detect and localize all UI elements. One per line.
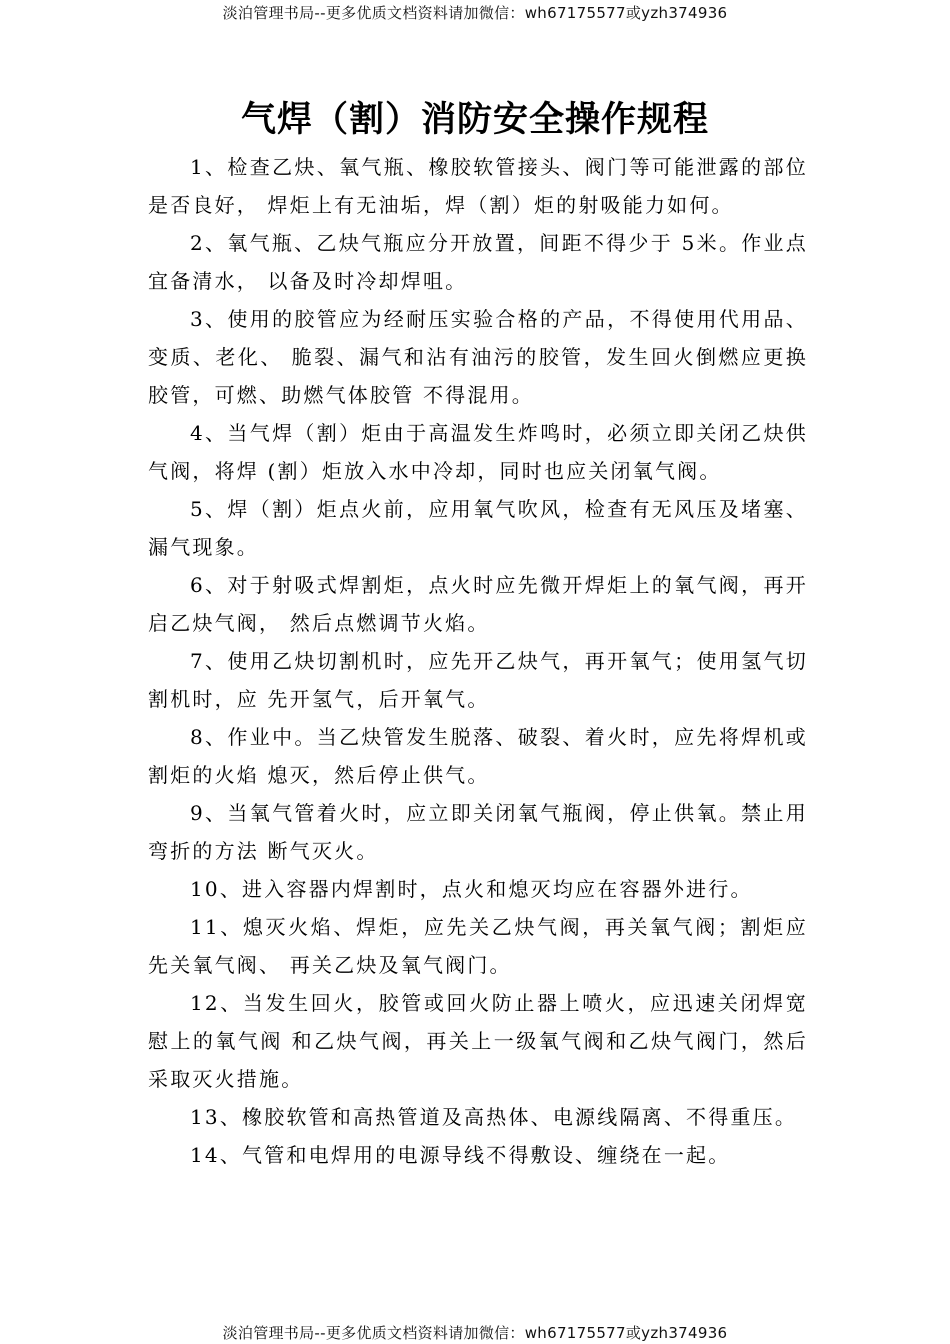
document-title: 气焊（割）消防安全操作规程 — [240, 100, 709, 140]
footer-watermark: 淡泊管理书局--更多优质文档资料请加微信：wh67175577或yzh374936 — [222, 1324, 728, 1342]
rule-paragraph-9: 9、当氧气管着火时，应立即关闭氧气瓶阀，停止供氧。禁止用弯折的方法 断气灭火。 — [148, 801, 808, 863]
rule-paragraph-11: 11、熄灭火焰、焊炬，应先关乙炔气阀，再关氧气阀；割炬应先关氧气阀、 再关乙炔及氧气阀门。 — [148, 915, 808, 977]
rule-paragraph-1: 1、检查乙炔、氧气瓶、橡胶软管接头、阀门等可能泄露的部位是否良好， 焊炬上有无油垢，焊（割）炬的射吸能力如何。 — [148, 155, 808, 217]
document-body — [148, 148, 808, 1174]
rule-paragraph-14: 14、气管和电焊用的电源导线不得敷设、缠绕在一起。 — [190, 1143, 731, 1167]
rule-paragraph-5: 5、焊（割）炬点火前，应用氧气吹风，检查有无风压及堵塞、漏气现象。 — [148, 497, 808, 559]
rule-paragraph-3: 3、使用的胶管应为经耐压实验合格的产品，不得使用代用品、变质、老化、 脆裂、漏气和沾有油污的胶管，发生回火倒燃应更换胶管，可燃、助燃气体胶管 不得混用。 — [148, 307, 808, 407]
rule-paragraph-13: 13、橡胶软管和高热管道及高热体、电源线隔离、不得重压。 — [190, 1105, 798, 1129]
rule-paragraph-4: 4、当气焊（割）炬由于高温发生炸鸣时，必须立即关闭乙炔供气阀，将焊 (割）炬放入水中冷却，同时也应关闭氧气阀。 — [148, 421, 808, 483]
header-watermark: 淡泊管理书局--更多优质文档资料请加微信：wh67175577或yzh374936 — [222, 4, 728, 22]
rule-paragraph-12: 12、当发生回火，胶管或回火防止器上喷火，应迅速关闭焊宽慰上的氧气阀 和乙炔气阀，再关上一级氧气阀和乙炔气阀门，然后采取灭火措施。 — [148, 991, 808, 1091]
rule-paragraph-2: 2、氧气瓶、乙炔气瓶应分开放置，间距不得少于 5米。作业点宜备清水， 以备及时冷却焊咀。 — [148, 231, 808, 293]
rule-paragraph-10: 10、进入容器内焊割时，点火和熄灭均应在容器外进行。 — [190, 877, 753, 901]
rule-paragraph-8: 8、作业中。当乙炔管发生脱落、破裂、着火时，应先将焊机或割炬的火焰 熄灭，然后停止供气。 — [148, 725, 808, 787]
rule-paragraph-6: 6、对于射吸式焊割炬，点火时应先微开焊炬上的氧气阀，再开启乙炔气阀， 然后点燃调节火焰。 — [148, 573, 808, 635]
rule-paragraph-7: 7、使用乙炔切割机时，应先开乙炔气，再开氧气；使用氢气切割机时，应 先开氢气，后开氧气。 — [148, 649, 808, 711]
